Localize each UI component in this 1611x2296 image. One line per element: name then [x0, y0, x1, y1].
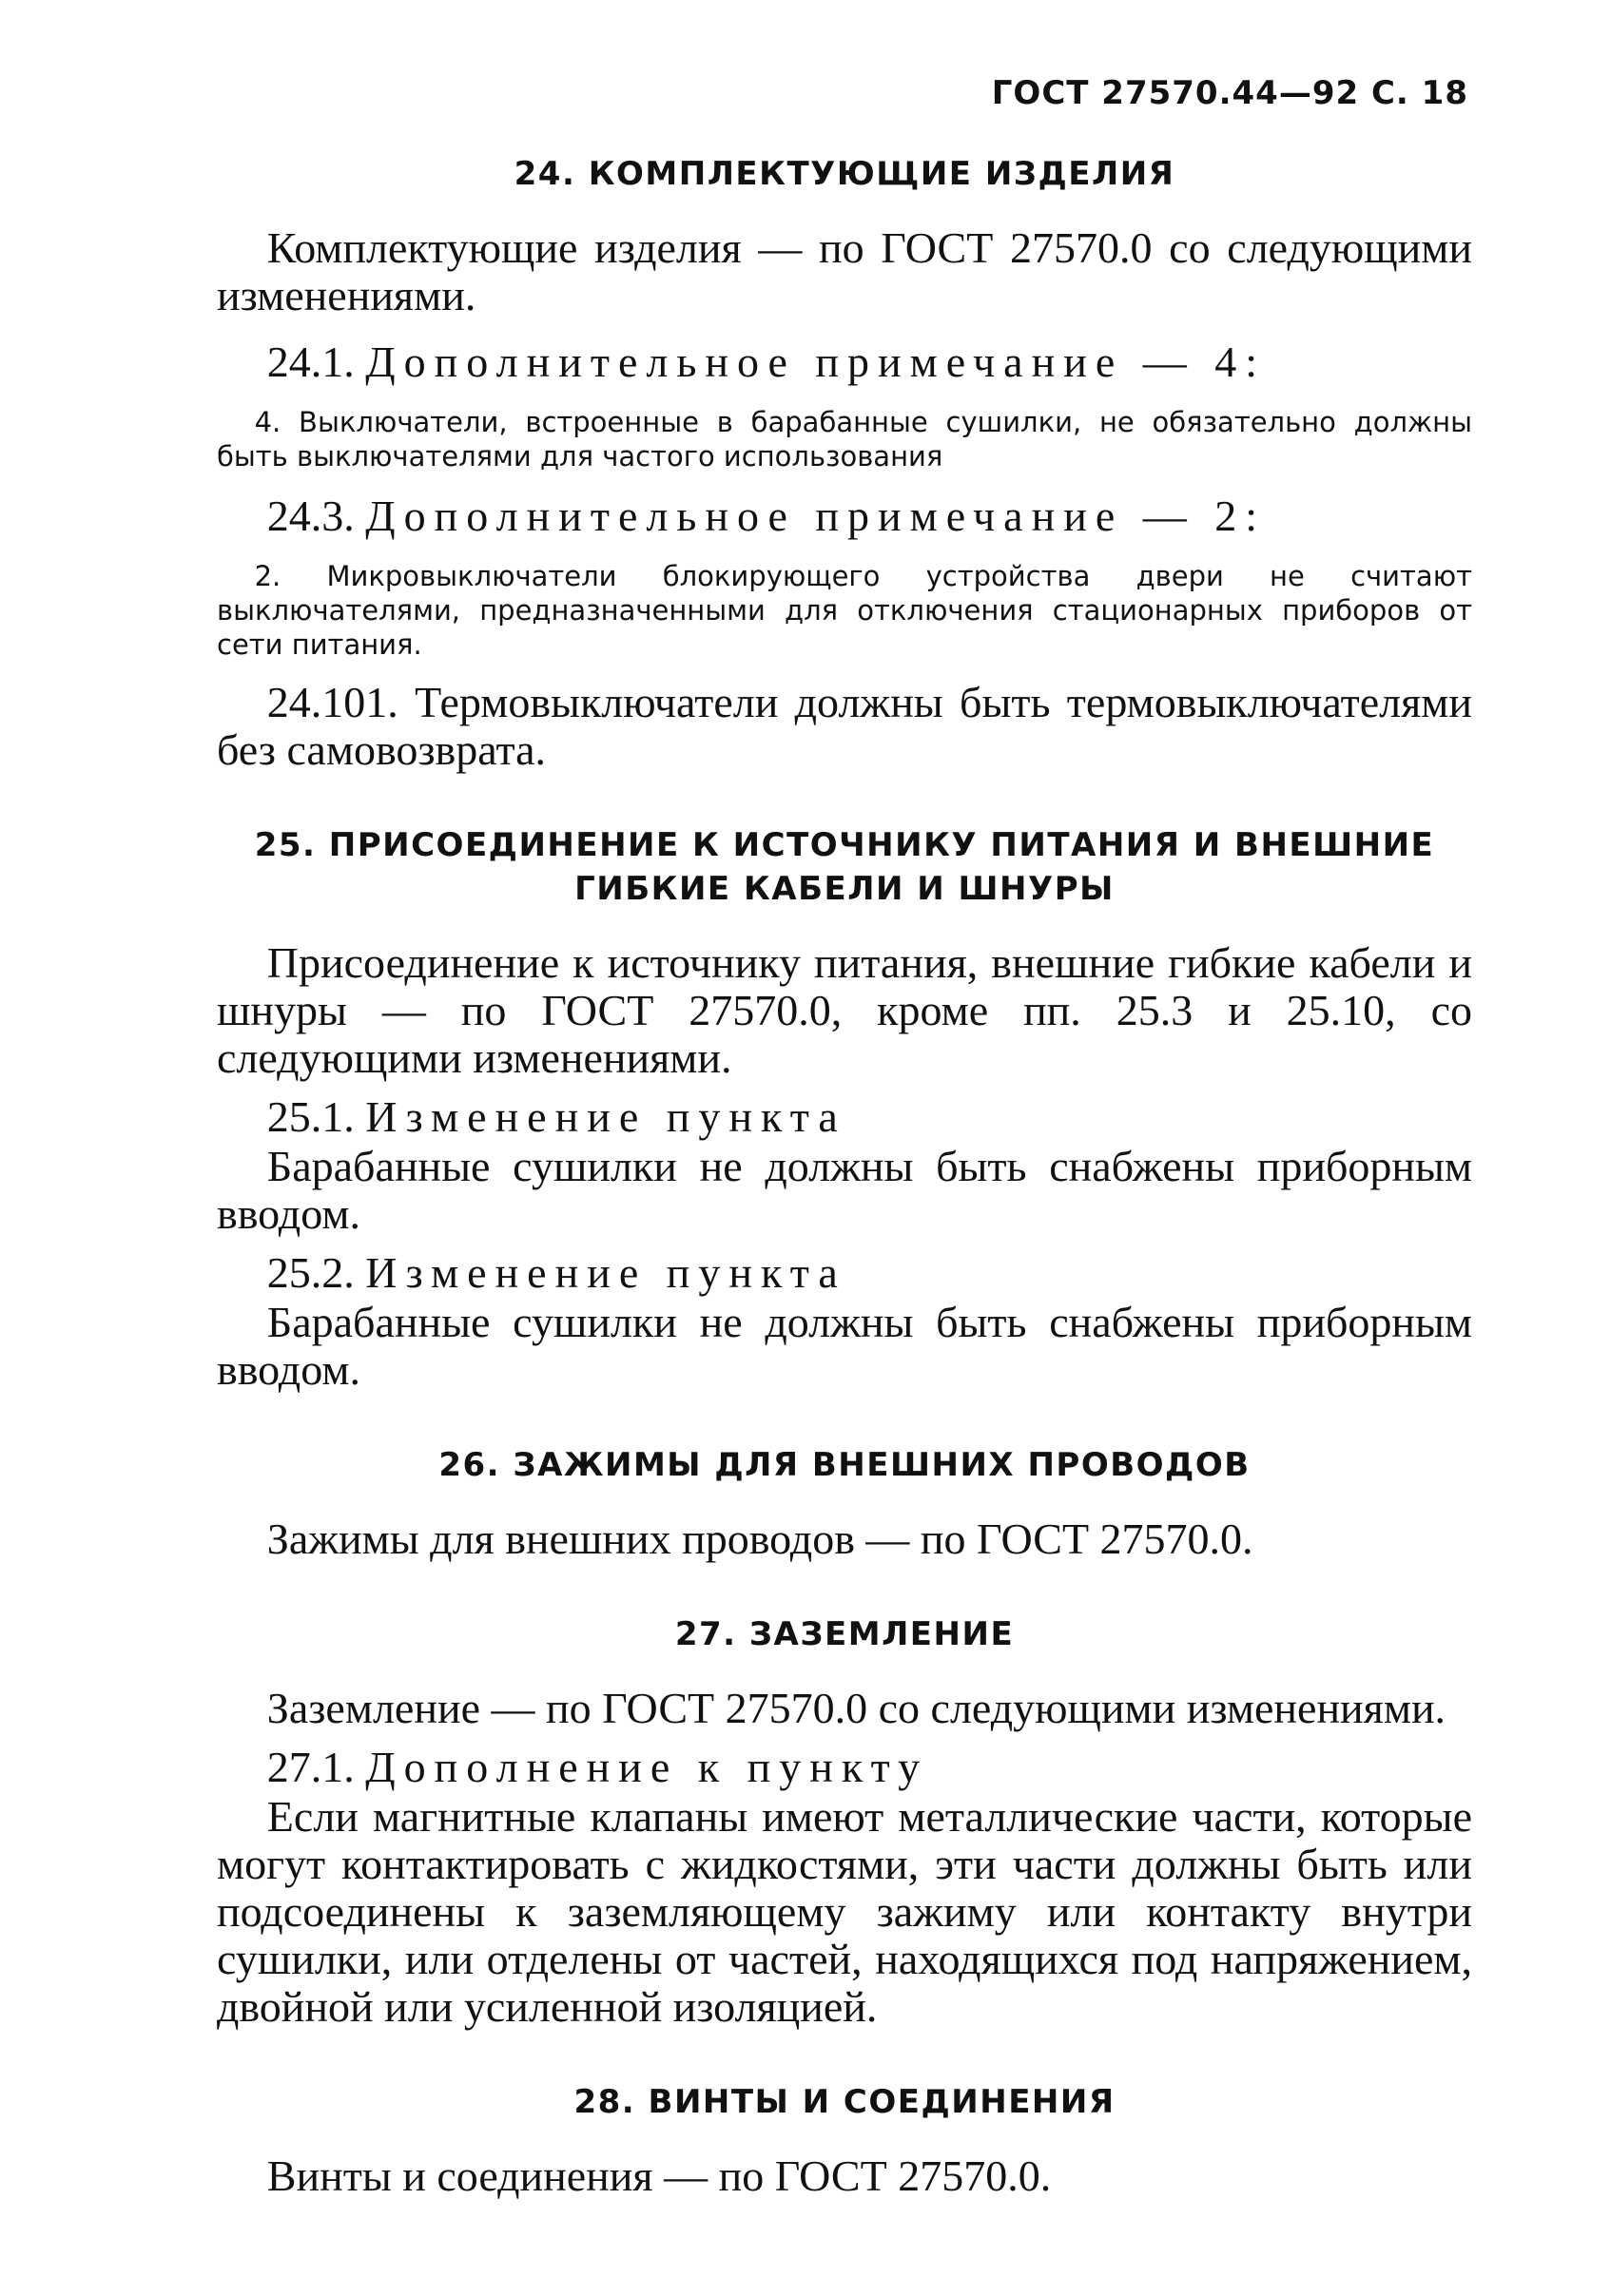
clause-24-3-number: 24.3. [266, 492, 355, 540]
clause-24-101: 24.101. Термовыключатели должны быть термовыключателями без самовозврата. [217, 678, 1472, 774]
section-26-title: 26. ЗАЖИМЫ ДЛЯ ВНЕШНИХ ПРОВОДОВ [438, 1446, 1251, 1484]
section-28-title: 28. ВИНТЫ И СОЕДИНЕНИЯ [573, 2083, 1116, 2121]
page-content [217, 152, 1472, 2200]
clause-24-3-text: Дополнительное примечание — 2: [365, 492, 1267, 540]
clause-24-1 [217, 337, 1472, 388]
page-header: ГОСТ 27570.44—92 С. 18 [991, 74, 1468, 112]
section-28-text: Винты и соединения — по ГОСТ 27570.0. [266, 2151, 1052, 2200]
clause-27-1-text: Если магнитные клапаны имеют металлические части, которые могут контактировать с жидкостями, эти части должны быть или подсоединены к заземляющему зажиму или контакту внутри сушилки, или отделены от частей, находящихся под напряжением, двойной или усиленной изоляцией. [217, 1792, 1472, 2031]
note-4: 4. Выключатели, встроенные в барабанные сушилки, не обязательно должны быть выключателями для частого использования [217, 406, 1472, 473]
clause-25-1-label: Изменение пункта [365, 1092, 846, 1141]
clause-25-1-number: 25.1. [266, 1092, 355, 1141]
section-26-text: Зажимы для внешних проводов — по ГОСТ 27570.0. [266, 1515, 1253, 1563]
note-2: 2. Микровыключатели блокирующего устройства двери не считают выключателями, предназначенными для отключения стационарных приборов от сети питания. [217, 560, 1472, 661]
clause-25-2-number: 25.2. [266, 1248, 355, 1297]
clause-25-1 [217, 1091, 1472, 1143]
clause-27-1-number: 27.1. [266, 1743, 355, 1791]
clause-25-1-text: Барабанные сушилки не должны быть снабжены приборным вводом. [217, 1142, 1472, 1238]
section-27-title: 27. ЗАЗЕМЛЕНИЕ [674, 1615, 1015, 1653]
clause-27-1-label: Дополнение к пункту [365, 1743, 929, 1791]
clause-27-1 [217, 1742, 1472, 1793]
clause-25-2-text: Барабанные сушилки не должны быть снабжены приборным вводом. [217, 1298, 1472, 1394]
section-24-title: 24. КОМПЛЕКТУЮЩИЕ ИЗДЕЛИЯ [514, 155, 1175, 193]
clause-25-2-label: Изменение пункта [365, 1248, 846, 1297]
section-27-intro: Заземление — по ГОСТ 27570.0 со следующими изменениями. [266, 1684, 1446, 1732]
section-25-title-line2: ГИБКИЕ КАБЕЛИ И ШНУРЫ [574, 870, 1115, 908]
clause-25-2 [217, 1247, 1472, 1299]
section-24-intro: Комплектующие изделия — по ГОСТ 27570.0 со следующими изменениями. [217, 223, 1472, 319]
section-25-title-line1: 25. ПРИСОЕДИНЕНИЕ К ИСТОЧНИКУ ПИТАНИЯ И ВНЕШНИЕ [254, 826, 1435, 864]
clause-24-1-text: Дополнительное примечание — 4: [365, 338, 1267, 386]
clause-24-1-number: 24.1. [266, 338, 355, 386]
clause-24-3 [217, 491, 1472, 542]
section-25-intro: Присоединение к источнику питания, внешние гибкие кабели и шнуры — по ГОСТ 27570.0, кроме пп. 25.3 и 25.10, со следующими изменениями. [217, 938, 1472, 1082]
